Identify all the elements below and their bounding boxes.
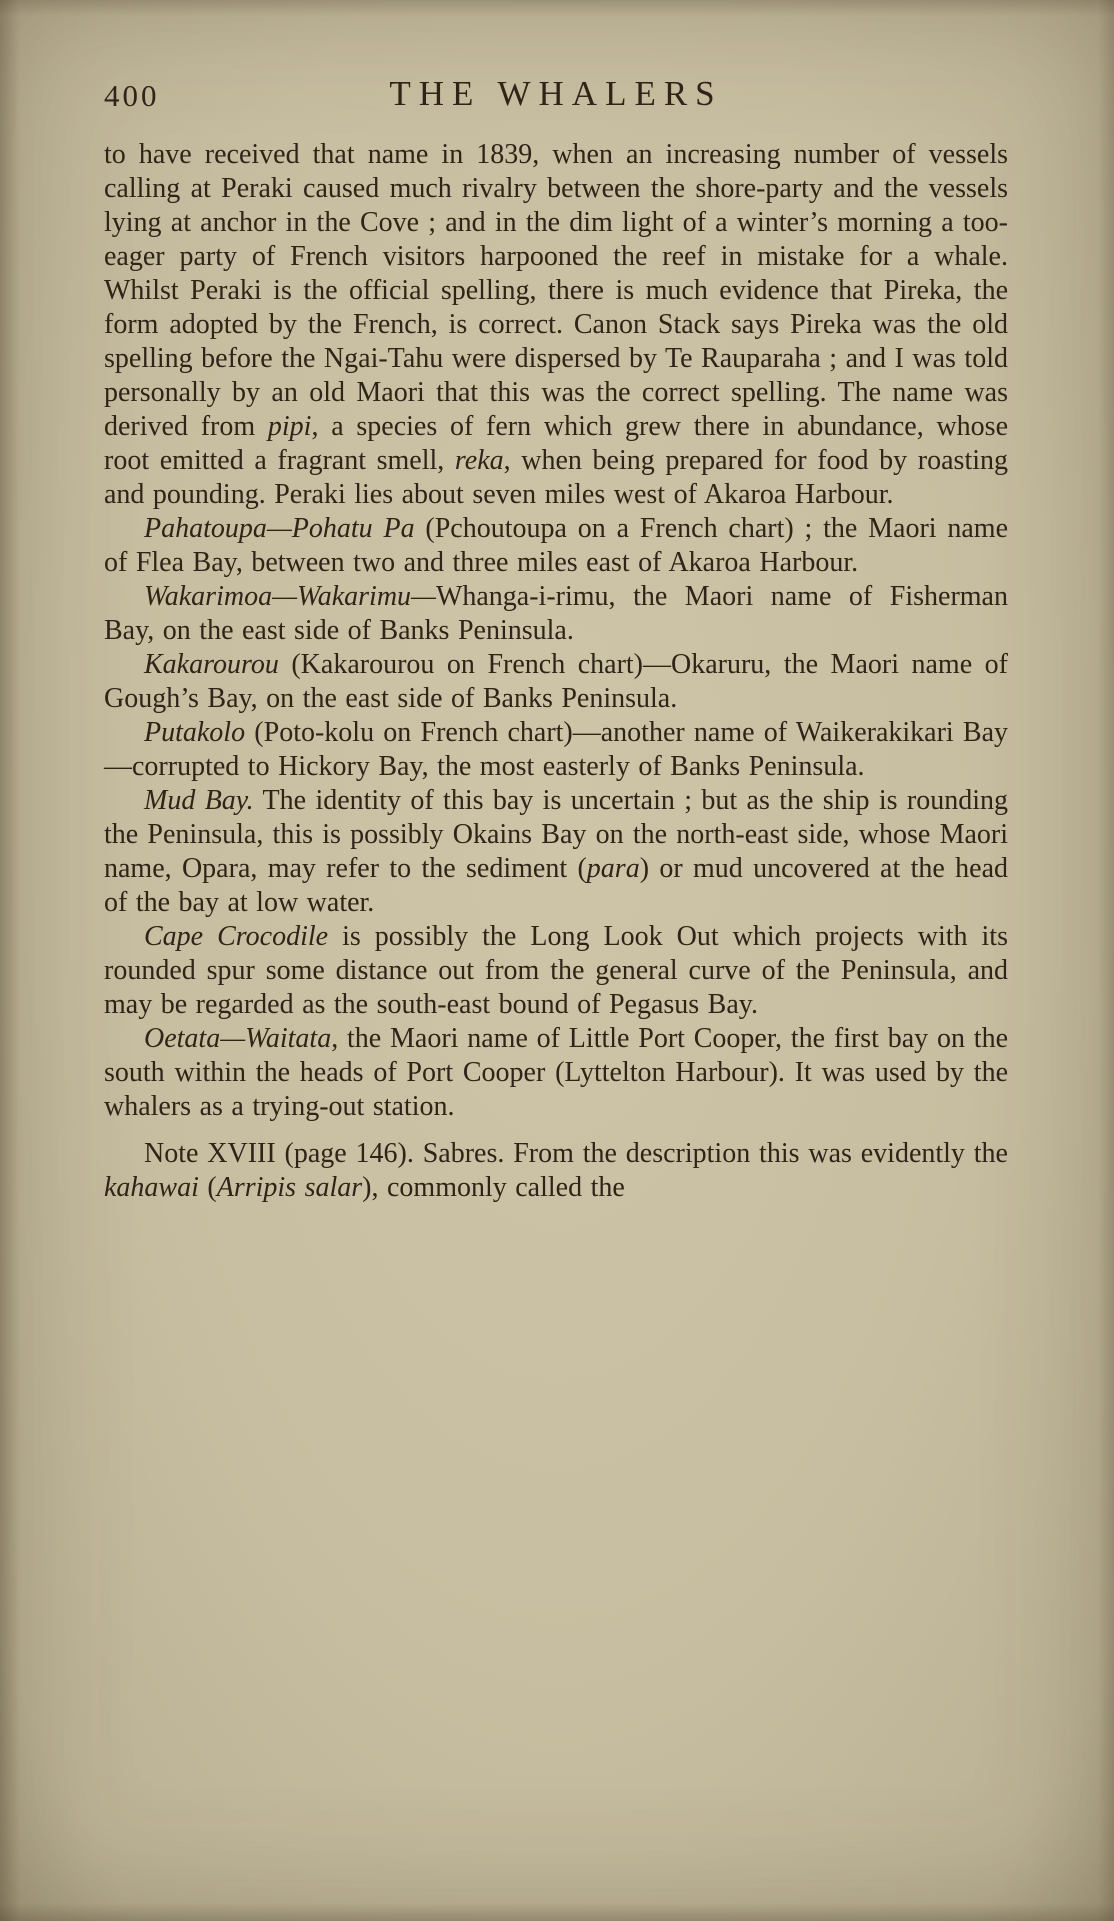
paragraph-mud-bay	[104, 784, 1008, 920]
text-segment: , a species of fern which grew there in abundance, whose root emitted a fragrant smell,	[104, 411, 1009, 476]
text-segment: to have received that name in 1839, when an increasing number of vessels calling at Peraki caused much rivalry between the shore-party and the vessels lying at anchor in the Cove ; and in the dim light of a winter’s morning a too-eager party of French visitors harpooned the reef in mistake for a whale. Whilst Peraki is the official spelling, there is much evidence that Pireka, the form adopted by the French, is correct. Canon Stack says Pireka was the old spelling before the Ngai-Tahu were dispersed by Te Rauparaha ; and I was told personally by an old Maori that this was the correct spelling. The name was derived from	[104, 139, 1008, 442]
page-header	[104, 0, 1008, 114]
italic-term: Cape Crocodile	[144, 921, 329, 952]
text-segment: (Poto-kolu on French chart)—another name of Waikerakikari Bay—corrupted to Hickory Bay, the most easterly of Banks Peninsula.	[104, 717, 1008, 782]
italic-term: Wakarimoa—Wakarimu—	[144, 581, 436, 612]
text-segment: (Pchoutoupa on a French chart) ; the Maori name of Flea Bay, between two and three miles east of Akaroa Harbour.	[104, 513, 1009, 578]
italic-term: kahawai	[104, 1172, 199, 1203]
text-segment: , the Maori name of Little Port Cooper, the first bay on the south within the heads of Port Cooper (Lyttelton Harbour). It was used by the whalers as a trying-out station.	[104, 1023, 1008, 1122]
text-segment: ) or mud uncovered at the head of the bay at low water.	[104, 853, 1008, 918]
text-segment: is possibly the Long Look Out which projects with its rounded spur some distance out from the general curve of the Peninsula, and may be regarded as the south-east bound of Pegasus Bay.	[104, 921, 1008, 1020]
page-number: 400	[104, 78, 160, 113]
paragraph-pahatoupa	[104, 512, 1008, 580]
paragraph-peraki	[104, 138, 1008, 512]
text-segment: The identity of this bay is uncertain ; but as the ship is rounding the Peninsula, this is possibly Okains Bay on the north-east side, whose Maori name, Opara, may refer to the sediment (	[104, 785, 1008, 884]
text-segment: ), commonly called the	[362, 1172, 625, 1203]
paragraph-wakarimoa	[104, 580, 1008, 648]
text-segment: (Kakarourou on French chart)—Okaruru, the Maori name of Gough’s Bay, on the east side of Banks Peninsula.	[104, 649, 1008, 714]
italic-term: Oetata—Waitata	[144, 1023, 332, 1054]
paragraph-kakarourou	[104, 648, 1008, 716]
italic-term: pipi	[267, 411, 312, 442]
paragraph-oetata	[104, 1022, 1008, 1124]
italic-term: Arripis salar	[216, 1172, 363, 1203]
running-title: THE WHALERS	[389, 74, 723, 113]
text-segment: Whanga-i-rimu, the Maori name of Fisherman Bay, on the east side of Banks Peninsula.	[104, 581, 1008, 646]
italic-term: para	[586, 853, 640, 884]
body-text	[104, 138, 1008, 1205]
paragraph-note-xviii	[104, 1137, 1008, 1205]
text-segment: (	[198, 1172, 217, 1203]
text-segment: Note XVIII (page 146). Sabres. From the description this was evidently the	[144, 1138, 1008, 1169]
italic-term: Kakarourou	[144, 649, 279, 680]
paragraph-putakolo	[104, 716, 1008, 784]
paragraph-cape-crocodile	[104, 920, 1008, 1022]
italic-term: reka	[454, 445, 504, 476]
italic-term: Putakolo	[144, 717, 246, 748]
italic-term: Pahatoupa—Pohatu Pa	[144, 513, 415, 544]
italic-term: Mud Bay.	[144, 785, 254, 816]
text-segment: , when being prepared for food by roasting and pounding. Peraki lies about seven miles west of Akaroa Harbour.	[104, 445, 1009, 510]
